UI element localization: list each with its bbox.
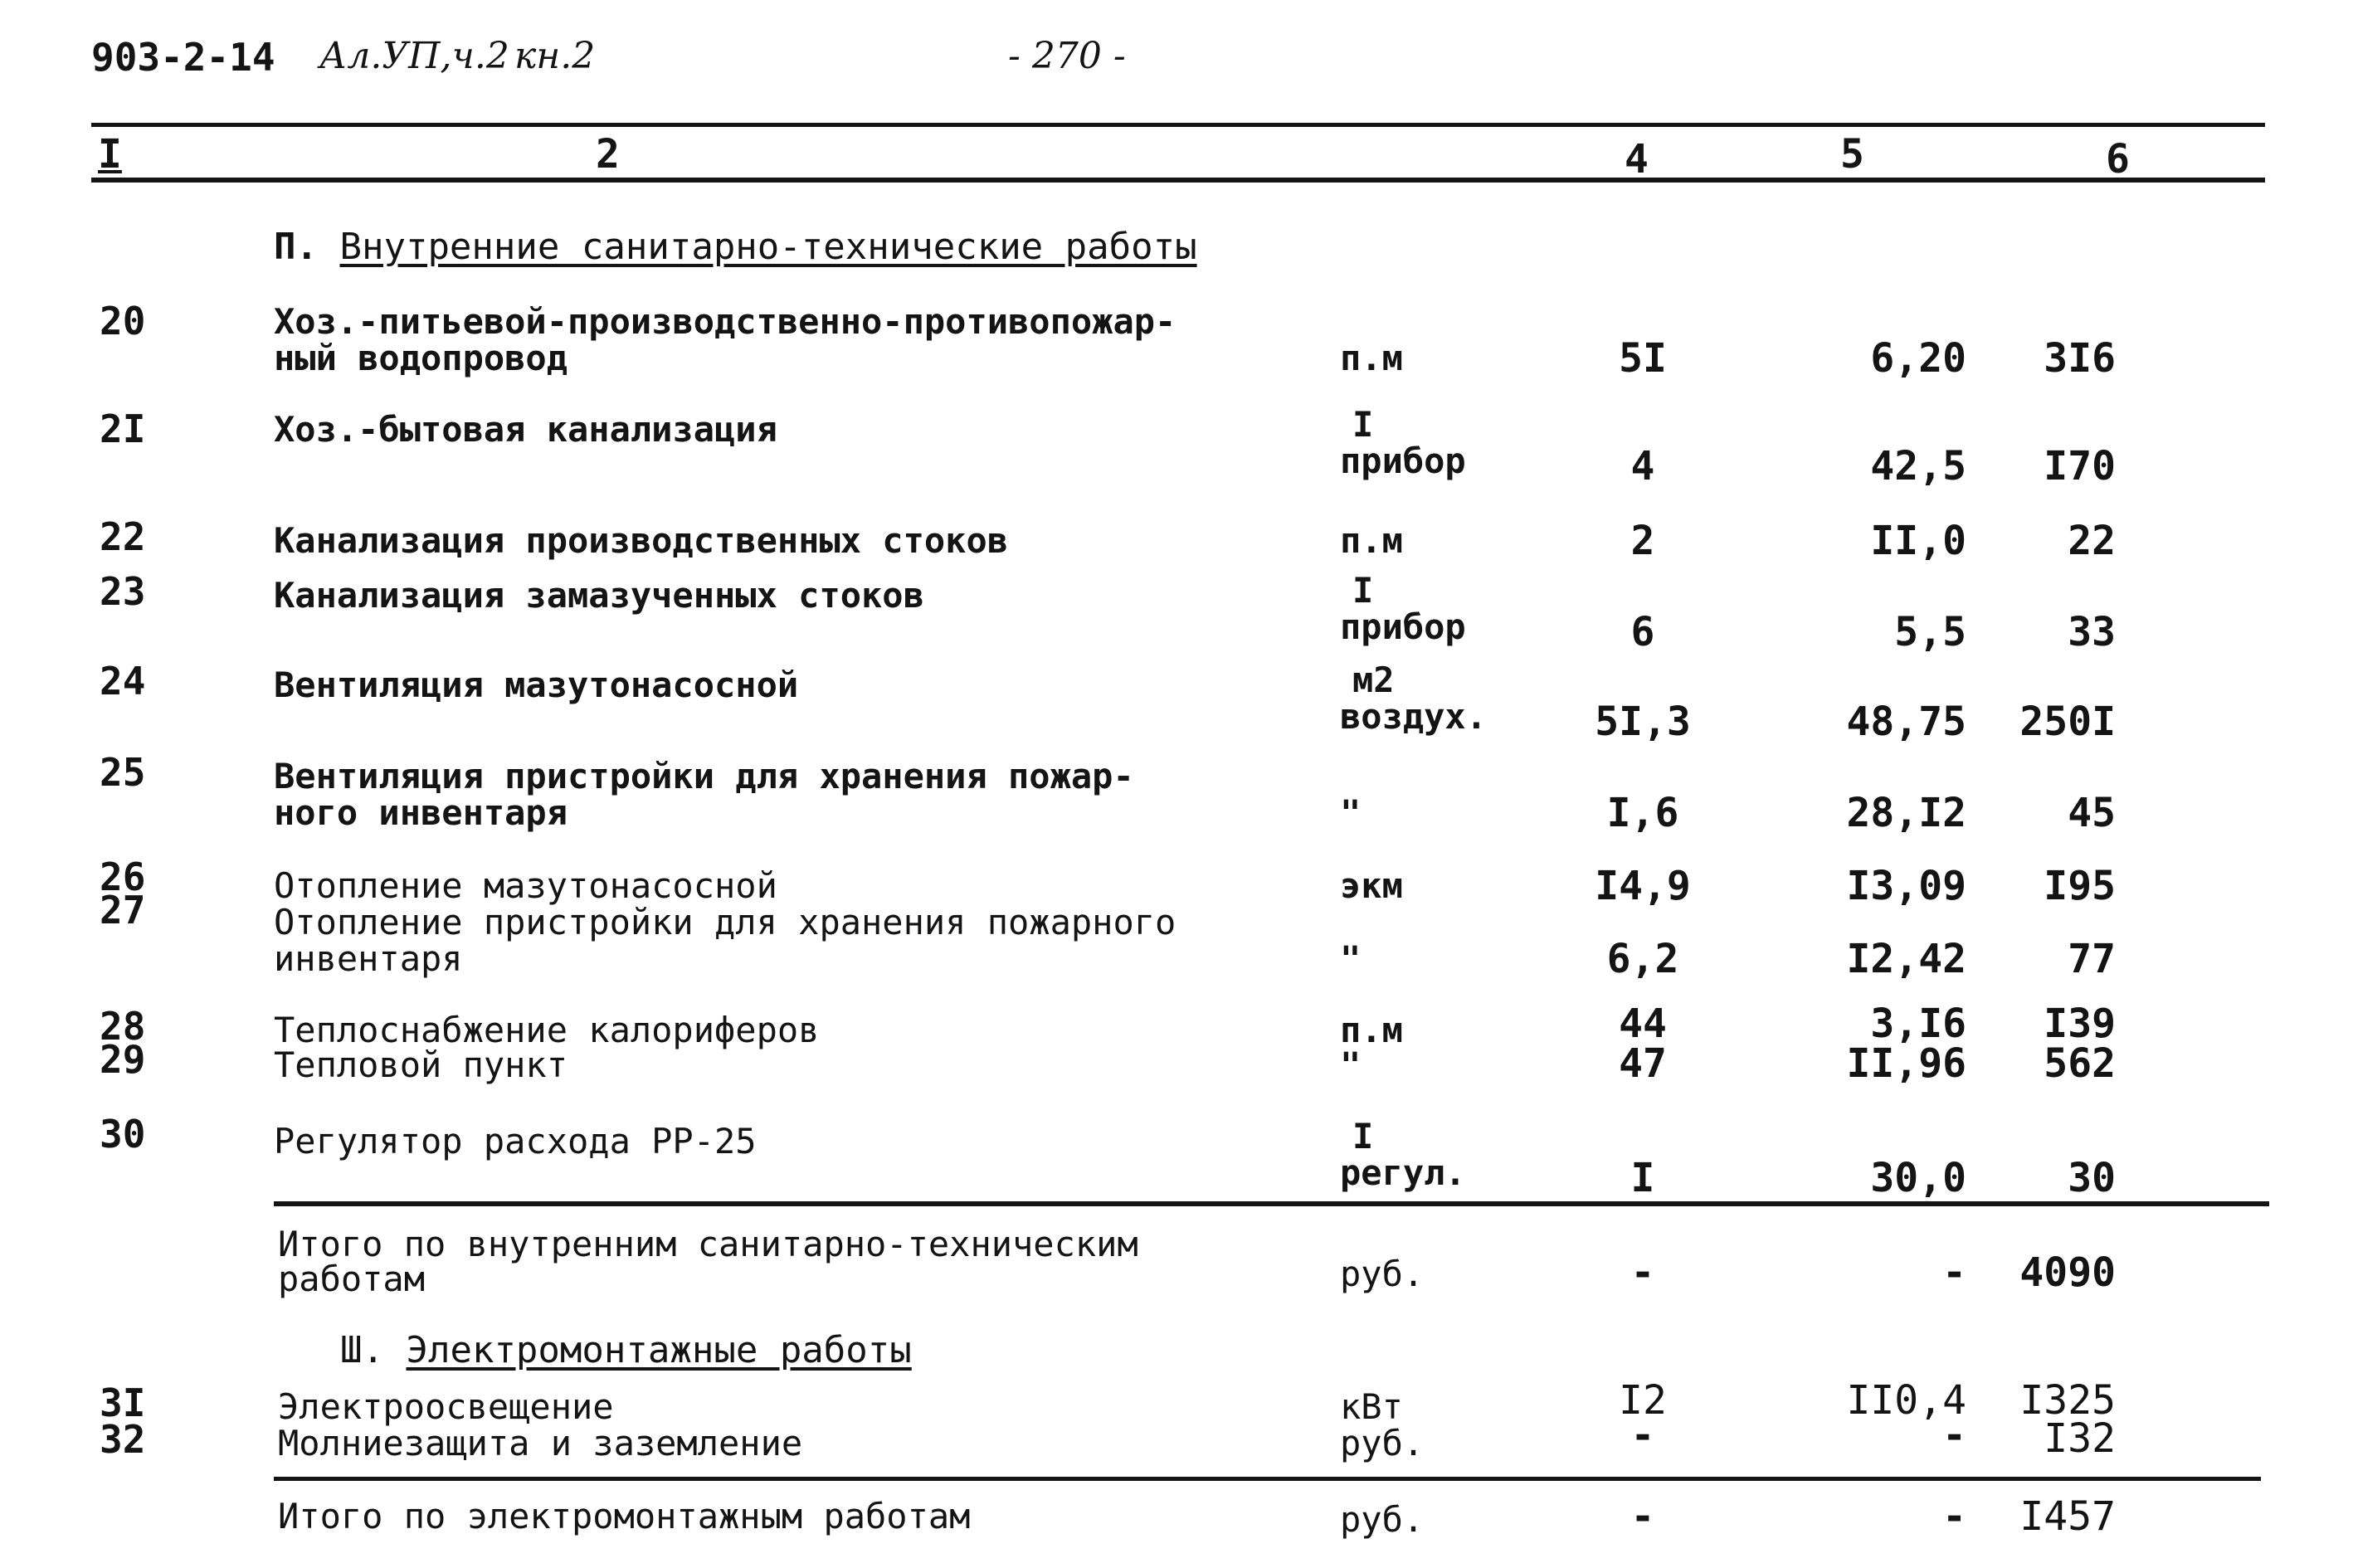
row-unit-line-1-30: I: [1352, 1116, 1374, 1157]
row-col6-20: 3I6: [2044, 335, 2116, 382]
row-col4-20: 5I: [1619, 335, 1667, 382]
row-number-30: 30: [100, 1112, 146, 1157]
total-col4: -: [1630, 1249, 1655, 1296]
row-col6-31: I325: [2019, 1377, 2116, 1424]
row-col5-27: I2,42: [1846, 936, 1966, 982]
row-number-23: 23: [100, 569, 146, 614]
total-col6-3: I457: [2019, 1493, 2116, 1540]
row-description-32: Молниезащита и заземление: [278, 1423, 803, 1463]
row-unit-2I: прибор: [1340, 441, 1466, 481]
row-unit-28: п.м: [1340, 1010, 1403, 1050]
row-col6-28: I39: [2044, 1001, 2116, 1047]
row-description-line-1-24: Вентиляция мазутонасосной: [274, 665, 799, 705]
row-description-line-1-27: Отопление пристройки для хранения пожарного: [274, 902, 1176, 942]
row-col6-22: 22: [2068, 518, 2116, 564]
row-col4-30: I: [1630, 1155, 1655, 1201]
row-unit-26: экм: [1340, 865, 1403, 906]
row-unit-25: ": [1340, 792, 1362, 833]
column-number-1: I: [98, 131, 122, 178]
row-description-line-1-30: Регулятор расхода РР-25: [274, 1121, 757, 1161]
section-title-3: Электромонтажные работы: [406, 1329, 912, 1371]
row-col5-29: II,96: [1846, 1040, 1966, 1087]
row-col4-25: I,6: [1606, 790, 1679, 836]
row-unit-30: регул.: [1340, 1152, 1466, 1193]
row-unit-20: п.м: [1340, 338, 1403, 378]
row-col5-32: -: [1942, 1412, 1966, 1458]
row-unit-32: руб.: [1340, 1423, 1425, 1463]
total-col6: 4090: [2019, 1249, 2116, 1296]
total-unit-3: руб.: [1340, 1499, 1425, 1540]
row-unit-29: ": [1340, 1045, 1362, 1085]
section-numeral-3: Ш.: [340, 1329, 384, 1371]
row-col4-27: 6,2: [1606, 936, 1679, 982]
row-col6-25: 45: [2068, 790, 2116, 836]
book-ref: кн.2: [514, 35, 596, 77]
row-col6-29: 562: [2044, 1040, 2116, 1087]
doc-code: 903-2-14: [91, 35, 275, 80]
row-description-line-2-25: ного инвентаря: [274, 792, 568, 833]
row-number-2I: 2I: [100, 407, 146, 451]
row-number-27: 27: [100, 888, 146, 933]
row-number-24: 24: [100, 659, 146, 704]
row-col5-25: 28,I2: [1846, 790, 1966, 836]
row-col5-22: II,0: [1870, 518, 1966, 564]
header-bottom-rule: [91, 178, 2265, 183]
row-description-line-1-2I: Хоз.-бытовая канализация: [274, 409, 777, 450]
total-unit: руб.: [1340, 1254, 1425, 1294]
row-description-line-1-29: Тепловой пункт: [274, 1045, 568, 1085]
row-col4-28: 44: [1619, 1001, 1667, 1047]
row-description-line-1-20: Хоз.-питьевой-производственно-противопожар-: [274, 301, 1176, 342]
row-col5-24: 48,75: [1846, 699, 1966, 745]
row-col4-32: -: [1630, 1412, 1655, 1458]
row-number-26: 26: [100, 855, 146, 899]
column-number-5: 5: [1840, 131, 1864, 178]
row-col5-2I: 42,5: [1870, 443, 1966, 489]
row-description-line-1-25: Вентиляция пристройки для хранения пожар-: [274, 756, 1134, 796]
row-number-32: 32: [100, 1417, 146, 1462]
row-col4-2I: 4: [1630, 443, 1655, 489]
section-heading-3: [340, 1329, 912, 1371]
column-number-4: 4: [1625, 136, 1649, 183]
row-col5-20: 6,20: [1870, 335, 1966, 382]
total-col5: -: [1942, 1249, 1966, 1296]
row-description-line-1-23: Канализация замазученных стоков: [274, 575, 924, 616]
row-number-20: 20: [100, 299, 146, 343]
row-description-line-1-28: Теплоснабжение калориферов: [274, 1010, 820, 1050]
row-col6-2I: I70: [2044, 443, 2116, 489]
section-title: Внутренние санитарно-технические работы: [339, 226, 1197, 268]
row-unit-line-1-2I: I: [1352, 404, 1374, 445]
page-number: - 270 -: [1008, 35, 1126, 77]
row-col5-30: 30,0: [1870, 1155, 1966, 1201]
total-description-line-1: Итого по внутренним санитарно-техническим: [278, 1224, 1138, 1264]
row-number-25: 25: [100, 750, 146, 795]
row-col5-23: 5,5: [1894, 609, 1966, 655]
row-unit-31: кВт: [1340, 1386, 1403, 1427]
total-col4-3: -: [1630, 1493, 1655, 1540]
row-description-line-1-22: Канализация производственных стоков: [274, 520, 1009, 561]
row-col6-27: 77: [2068, 936, 2116, 982]
total-description-line-2: работам: [278, 1259, 426, 1299]
total-col5-3: -: [1942, 1493, 1966, 1540]
row-col6-30: 30: [2068, 1155, 2116, 1201]
top-rule: [91, 123, 2265, 127]
row-col6-24: 250I: [2019, 699, 2116, 745]
row-unit-24: воздух.: [1340, 696, 1488, 737]
row-col5-28: 3,I6: [1870, 1001, 1966, 1047]
album-ref: Ал.УП,ч.2: [319, 35, 509, 77]
total-description-3: Итого по электромонтажным работам: [278, 1496, 971, 1536]
row-col6-26: I95: [2044, 863, 2116, 909]
column-number-2: 2: [596, 131, 620, 178]
row-number-29: 29: [100, 1037, 146, 1082]
row-unit-line-1-24: м2: [1352, 660, 1395, 700]
row-unit-23: прибор: [1340, 606, 1466, 647]
section-heading: [274, 226, 1197, 268]
column-number-6: 6: [2106, 136, 2130, 183]
row-col4-23: 6: [1630, 609, 1655, 655]
total-rule: [274, 1201, 2269, 1206]
section-numeral: П.: [274, 226, 318, 268]
row-description-line-1-26: Отопление мазутонасосной: [274, 865, 777, 906]
row-unit-27: ": [1340, 938, 1362, 979]
row-unit-line-1-23: I: [1352, 570, 1374, 611]
total-rule-3: [274, 1477, 2261, 1481]
row-col5-26: I3,09: [1846, 863, 1966, 909]
row-col4-29: 47: [1619, 1040, 1667, 1087]
row-number-22: 22: [100, 514, 146, 559]
row-unit-22: п.м: [1340, 520, 1403, 561]
row-col6-23: 33: [2068, 609, 2116, 655]
row-col4-26: I4,9: [1595, 863, 1691, 909]
row-description-31: Электроосвещение: [278, 1386, 614, 1427]
row-number-28: 28: [100, 1004, 146, 1049]
row-col4-24: 5I,3: [1595, 699, 1691, 745]
row-col6-32: I32: [2044, 1415, 2116, 1462]
row-description-line-2-20: ный водопровод: [274, 338, 568, 378]
row-col4-22: 2: [1630, 518, 1655, 564]
row-col5-31: II0,4: [1846, 1377, 1966, 1424]
row-number-31: 3I: [100, 1381, 146, 1425]
row-col4-31: I2: [1619, 1377, 1667, 1424]
row-description-line-2-27: инвентаря: [274, 938, 463, 979]
